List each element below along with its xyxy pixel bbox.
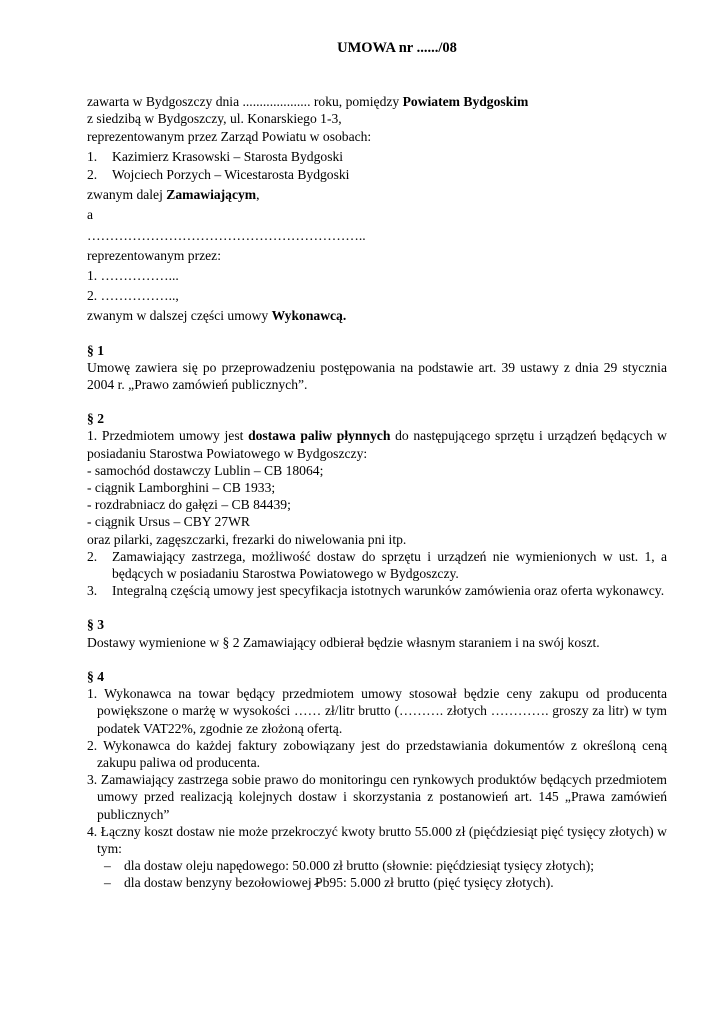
list-item: 2. Wojciech Porzych – Wicestarosta Bydgoski xyxy=(87,167,350,183)
section-heading: § 2 xyxy=(87,411,104,427)
repr-blank-2: 2. …………….., xyxy=(87,288,179,304)
intro-line-1: zawarta w Bydgoszczy dnia .................... roku, pomiędzy Powiatem Bydgoskim xyxy=(87,94,529,110)
section-heading: § 4 xyxy=(87,668,104,684)
section-point: 1. Wykonawca na towar będący przedmiotem umowy stosował będzie ceny zakupu od producenta powiększone o marżę w wysokości …… zł/litr brutto (………. złotych …………. groszy za litr) w tym podatek VAT22%, zgodnie ze złożoną ofertą. xyxy=(87,686,667,736)
zamawiajacy-line: zwanym dalej Zamawiającym, xyxy=(87,187,260,203)
section-3 xyxy=(87,616,667,650)
section-point: 3. Zamawiający zastrzega sobie prawo do monitoringu cen rynkowych produktów będących przedmiotem umowy przed realizacją kolejnych dostaw i skorzystania z postanowień art. 145 „Prawa zamówień publicznych” xyxy=(87,772,667,822)
section-point: 1. Przedmiotem umowy jest dostawa paliw płynnych do następującego sprzętu i urządzeń będących w posiadaniu Starostwa Powiatowego w Bydgoszczy: xyxy=(87,428,667,461)
contractor-blank: …………………………………………………….. xyxy=(87,227,366,243)
repr-blank-1: 1. ……………... xyxy=(87,268,179,284)
equipment-item: - rozdrabniacz do gałęzi – CB 84439; xyxy=(87,497,291,513)
equipment-item: - ciągnik Ursus – CBY 27WR xyxy=(87,514,250,530)
section-text: Umowę zawiera się po przeprowadzeniu postępowania na podstawie art. 39 ustawy z dnia 29 stycznia 2004 r. „Prawo zamówień publicznych”. xyxy=(87,359,667,393)
intro-line-2: z siedzibą w Bydgoszczy, ul. Konarskiego 1-3, xyxy=(87,111,342,127)
section-point: 2. Wykonawca do każdej faktury zobowiązany jest do przedstawiania dokumentów z określoną ceną zakupu paliwa od producenta. xyxy=(87,737,667,770)
equipment-item: - samochód dostawczy Lublin – CB 18064; xyxy=(87,462,324,478)
wykonawca-line: zwanym w dalszej części umowy Wykonawcą. xyxy=(87,308,347,324)
section-text: Dostawy wymienione w § 2 Zamawiający odbierał będzie własnym staraniem i na swój koszt. xyxy=(87,634,600,650)
list-item: – dla dostaw benzyny bezołowiowej Pb95: 5.000 zł brutto (pięć tysięcy złotych). xyxy=(104,875,554,891)
section-point: 4. Łączny koszt dostaw nie może przekroczyć kwoty brutto 55.000 zł (pięćdziesiąt pięć tysięcy złotych) w tym: xyxy=(87,823,667,856)
and-line: a xyxy=(87,207,94,223)
section-1 xyxy=(87,342,667,394)
intro-line-3: reprezentowanym przez Zarząd Powiatu w osobach: xyxy=(87,128,372,144)
contract-page xyxy=(87,40,667,892)
list-item: 1. Kazimierz Krasowski – Starosta Bydgoski xyxy=(87,148,344,164)
section-heading: § 3 xyxy=(87,617,104,633)
section-point: 2. Zamawiający zastrzega, możliwość dostaw do sprzętu i urządzeń nie wymienionych w ust. 1, a będących w posiadaniu Starostwa Powiatowego w Bydgoszczy. xyxy=(87,548,667,582)
equipment-item: oraz pilarki, zagęszczarki, frezarki do niwelowania pni itp. xyxy=(87,531,407,547)
equipment-item: - ciągnik Lamborghini – CB 1933; xyxy=(87,480,276,496)
list-item: – dla dostaw oleju napędowego: 50.000 zł brutto (słownie: pięćdziesiąt tysięcy złotych); xyxy=(104,858,594,874)
section-point: 3. Integralną częścią umowy jest specyfikacja istotnych warunków zamówienia oraz oferta wykonawcy. xyxy=(87,583,665,599)
repr-label: reprezentowanym przez: xyxy=(87,247,221,263)
section-heading: § 1 xyxy=(87,342,104,358)
section-4 xyxy=(87,668,667,892)
page-title: UMOWA nr ....../08 xyxy=(337,40,457,56)
section-2 xyxy=(87,410,667,599)
strikethrough-correction: P xyxy=(315,875,323,891)
